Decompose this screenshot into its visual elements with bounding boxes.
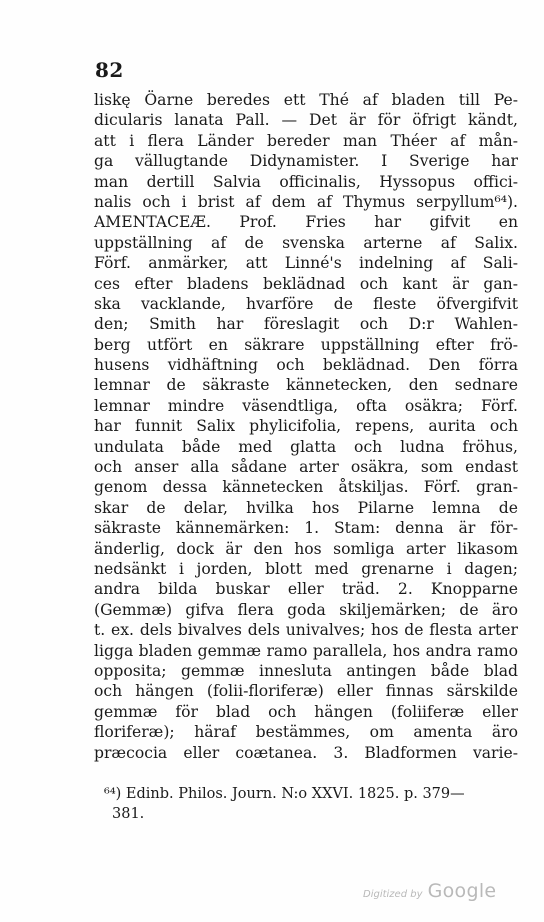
digitized-watermark <box>363 880 496 902</box>
text-line: har funnit Salix phylicifolia, repens, aurita och <box>94 417 518 436</box>
text-line: ska vacklande, hvarföre de fleste öfvergifvit <box>94 294 518 313</box>
text-line: ligga bladen gemmæ ramo parallela, hos andra ramo <box>94 641 518 660</box>
text-line: den; Smith har föreslagit och D:r Wahlen- <box>94 315 518 334</box>
text-line: undulata både med glatta och ludna fröhus, <box>94 437 518 456</box>
text-line: uppställning af de svenska arterne af Salix. <box>94 233 518 252</box>
page-number: 82 <box>95 58 124 82</box>
text-line: husens vidhäftning och beklädnad. Den förra <box>94 356 518 375</box>
text-line: och anser alla sådane arter osäkra, som endast <box>94 458 518 477</box>
text-line: gemmæ för blad och hängen (foliiferæ eller <box>94 702 518 721</box>
text-line: säkraste kännemärken: 1. Stam: denna är för- <box>94 519 518 538</box>
text-line: lemnar mindre väsendtliga, ofta osäkra; Förf. <box>94 396 518 415</box>
text-line: och hängen (folii-floriferæ) eller finnas särskilde <box>94 682 518 701</box>
text-line: dicularis lanata Pall. — Det är för öfrigt kändt, <box>94 111 518 130</box>
footnote-line: 381. <box>112 806 145 822</box>
text-line: opposita; gemmæ innesluta antingen både blad <box>94 661 518 680</box>
text-line: præcocia eller coætanea. 3. Bladformen varie- <box>94 743 518 762</box>
text-line: berg utfört en säkrare uppställning efter frö- <box>94 335 518 354</box>
text-line: nedsänkt i jorden, blott med grenarne i dagen; <box>94 559 518 578</box>
watermark-brand: Google <box>427 880 497 902</box>
text-line: änderlig, dock är den hos somliga arter likasom <box>94 539 518 558</box>
text-line: Förf. anmärker, att Linné's indelning af Sali- <box>94 254 518 273</box>
text-line: floriferæ); häraf bestämmes, om amenta äro <box>94 723 518 742</box>
text-line: liskę Öarne beredes ett Thé af bladen till Pe- <box>94 91 518 109</box>
text-line: andra bilda buskar eller träd. 2. Knopparne <box>94 580 518 599</box>
watermark-prefix: Digitized by <box>363 889 423 900</box>
body-text <box>94 90 518 763</box>
text-line: nalis och i brist af dem af Thymus serpyllum⁶⁴). <box>94 192 518 211</box>
text-line: ga vällugtande Didynamister. I Sverige har <box>94 152 518 171</box>
text-line: skar de delar, hvilka hos Pilarne lemna de <box>94 498 518 517</box>
text-line: t. ex. dels bivalves dels univalves; hos de flesta arter <box>94 621 518 640</box>
footnote <box>104 784 518 824</box>
text-line: att i flera Länder bereder man Théer af mån- <box>94 131 518 150</box>
text-line: lemnar de säkraste kännetecken, den sednare <box>94 376 518 395</box>
text-line: (Gemmæ) gifva flera goda skiljemärken; de äro <box>94 600 518 619</box>
text-line: genom dessa kännetecken åtskiljas. Förf. gran- <box>94 478 518 497</box>
text-line: AMENTACEÆ. Prof. Fries har gifvit en <box>94 213 518 232</box>
text-line: man dertill Salvia officinalis, Hyssopus offici- <box>94 172 518 191</box>
text-line: ces efter bladens beklädnad och kant är gan- <box>94 274 518 293</box>
footnote-line: ⁶⁴) Edinb. Philos. Journ. N:o XXVI. 1825. p. 379— <box>104 786 465 802</box>
